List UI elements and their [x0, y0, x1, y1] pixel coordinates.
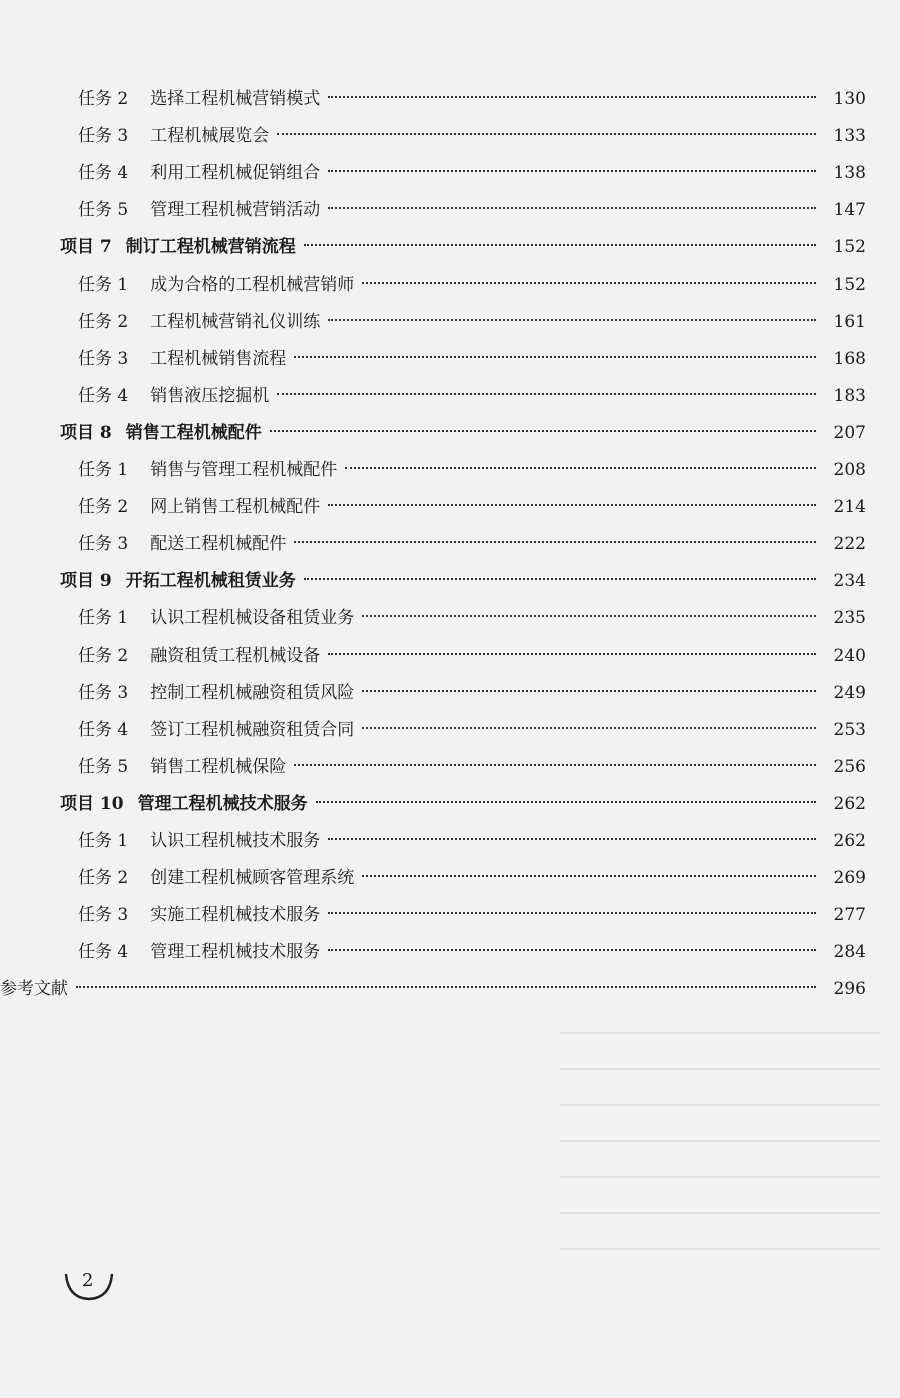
toc-task-entry[interactable] [0, 84, 900, 114]
toc-entry-page: 207 [833, 422, 866, 443]
toc-task-entry[interactable] [0, 195, 900, 225]
toc-entry-page: 183 [833, 385, 866, 406]
toc-task-entry[interactable] [0, 752, 900, 782]
toc-entry-page: 284 [833, 942, 866, 963]
toc-entry-title: 管理工程机械技术服务 [150, 942, 321, 963]
toc-dot-leader [362, 690, 816, 692]
page-number: 2 [82, 1270, 94, 1291]
toc-entry-number: 任务 2 [78, 868, 129, 889]
toc-dot-leader [294, 541, 816, 543]
toc-entry-number: 项目 7 [60, 237, 112, 258]
toc-task-entry[interactable] [0, 900, 900, 930]
toc-entry-title: 成为合格的工程机械营销师 [150, 274, 355, 295]
toc-dot-leader [362, 727, 816, 729]
toc-task-entry[interactable] [0, 381, 900, 411]
toc-project-entry[interactable] [0, 232, 900, 262]
toc-entry-number: 任务 2 [78, 311, 129, 332]
toc-dot-leader [277, 393, 816, 395]
toc-dot-leader [328, 170, 816, 172]
toc-entry-page: 152 [833, 237, 866, 258]
toc-entry-number: 任务 4 [78, 385, 129, 406]
toc-dot-leader [345, 467, 816, 469]
toc-task-entry[interactable] [0, 678, 900, 708]
toc-entry-title: 网上销售工程机械配件 [150, 497, 321, 518]
toc-entry-number: 任务 5 [78, 200, 129, 221]
toc-task-entry[interactable] [0, 937, 900, 967]
toc-entry-page: 161 [833, 311, 866, 332]
toc-entry-title: 管理工程机械技术服务 [137, 793, 308, 814]
toc-dot-leader [316, 801, 816, 803]
toc-task-entry[interactable] [0, 826, 900, 856]
toc-entry-number: 任务 2 [78, 645, 129, 666]
toc-entry-title: 销售工程机械配件 [125, 422, 262, 443]
toc-dot-leader [304, 244, 816, 246]
toc-task-entry[interactable] [0, 529, 900, 559]
toc-task-entry[interactable] [0, 641, 900, 671]
toc-task-entry[interactable] [0, 344, 900, 374]
toc-entry-title: 认识工程机械设备租赁业务 [150, 608, 355, 629]
toc-entry-page: 262 [833, 831, 866, 851]
toc-entry-page: 253 [833, 719, 866, 740]
toc-entry-title: 工程机械展览会 [150, 126, 270, 147]
toc-entry-number: 任务 1 [78, 460, 129, 480]
toc-entry-number: 任务 1 [78, 608, 129, 629]
toc-dot-leader [328, 838, 816, 840]
toc-project-entry[interactable] [0, 789, 900, 819]
toc-entry-page: 130 [833, 89, 866, 109]
toc-entry-number: 任务 2 [78, 497, 129, 518]
toc-entry-title: 管理工程机械营销活动 [150, 200, 321, 221]
toc-entry-number: 任务 5 [78, 756, 129, 777]
toc-entry-page: 152 [833, 274, 866, 295]
toc-dot-leader [277, 133, 816, 135]
toc-entry-title: 销售与管理工程机械配件 [150, 460, 338, 480]
toc-task-entry[interactable] [0, 863, 900, 893]
toc-entry-page: 208 [833, 460, 866, 480]
toc-entry-page: 249 [833, 682, 866, 703]
toc-dot-leader [328, 912, 816, 914]
toc-project-entry[interactable] [0, 418, 900, 448]
toc-dot-leader [362, 282, 816, 284]
toc-dot-leader [328, 949, 816, 951]
toc-project-entry[interactable] [0, 566, 900, 596]
toc-dot-leader [304, 578, 816, 580]
toc-entry-page: 256 [833, 756, 866, 777]
toc-dot-leader [294, 764, 816, 766]
toc-dot-leader [294, 356, 816, 358]
toc-entry-number: 任务 3 [78, 534, 129, 555]
toc-dot-leader [328, 96, 816, 98]
toc-entry-title: 利用工程机械促销组合 [150, 163, 321, 184]
toc-dot-leader [328, 207, 816, 209]
toc-entry-title: 控制工程机械融资租赁风险 [150, 682, 355, 703]
toc-entry-title: 配送工程机械配件 [150, 534, 287, 555]
toc-entry-page: 138 [833, 163, 866, 184]
toc-entry-number: 任务 3 [78, 905, 129, 926]
toc-dot-leader [362, 615, 816, 617]
toc-entry-number: 任务 2 [78, 89, 129, 109]
toc-task-entry[interactable] [0, 158, 900, 188]
toc-task-entry[interactable] [0, 715, 900, 745]
toc-entry-number: 任务 1 [78, 831, 129, 851]
toc-entry-title: 开拓工程机械租赁业务 [125, 571, 296, 592]
toc-entry-page: 262 [833, 793, 866, 814]
toc-task-entry[interactable] [0, 307, 900, 337]
toc-entry-page: 235 [833, 608, 866, 629]
toc-entry-number: 任务 3 [78, 126, 129, 147]
toc-references-entry[interactable] [0, 974, 900, 1004]
toc-entry-title: 工程机械销售流程 [150, 348, 287, 369]
toc-task-entry[interactable] [0, 492, 900, 522]
toc-entry-title: 签订工程机械融资租赁合同 [150, 719, 355, 740]
toc-dot-leader [328, 653, 816, 655]
toc-entry-number: 项目 9 [60, 571, 112, 592]
toc-entry-page: 277 [833, 905, 866, 926]
toc-entry-number: 任务 3 [78, 348, 129, 369]
toc-entry-title: 制订工程机械营销流程 [125, 237, 296, 258]
toc-entry-number: 任务 4 [78, 163, 129, 184]
toc-dot-leader [76, 986, 816, 988]
toc-entry-page: 269 [833, 868, 866, 889]
toc-entry-title: 创建工程机械顾客管理系统 [150, 868, 355, 889]
toc-entry-title: 选择工程机械营销模式 [150, 89, 321, 109]
toc-entry-page: 296 [833, 979, 866, 1000]
toc-entry-page: 214 [833, 497, 866, 518]
toc-dot-leader [362, 875, 816, 877]
toc-entry-number: 任务 4 [78, 942, 129, 963]
toc-entry-number: 项目 10 [60, 793, 124, 814]
toc-entry-title: 认识工程机械技术服务 [150, 831, 321, 851]
toc-entry-number: 项目 8 [60, 422, 112, 443]
toc-entry-page: 168 [833, 348, 866, 369]
toc-entry-title: 销售液压挖掘机 [150, 385, 270, 406]
page-footer [62, 1268, 116, 1304]
toc-entry-page: 234 [833, 571, 866, 592]
toc-entry-title: 参考文献 [0, 979, 68, 1000]
toc-dot-leader [328, 504, 816, 506]
toc-entry-title: 实施工程机械技术服务 [150, 905, 321, 926]
bleed-through-texture [560, 1030, 880, 1250]
toc-entry-page: 222 [833, 534, 866, 555]
toc-task-entry[interactable] [0, 121, 900, 151]
toc-entry-number: 任务 4 [78, 719, 129, 740]
toc-task-entry[interactable] [0, 455, 900, 485]
toc-dot-leader [270, 430, 816, 432]
toc-entry-number: 任务 3 [78, 682, 129, 703]
toc-entry-page: 147 [833, 200, 866, 221]
toc-entry-title: 融资租赁工程机械设备 [150, 645, 321, 666]
toc-entry-title: 工程机械营销礼仪训练 [150, 311, 321, 332]
toc-entry-page: 240 [833, 645, 866, 666]
toc-task-entry[interactable] [0, 270, 900, 300]
toc-entry-number: 任务 1 [78, 274, 129, 295]
toc-task-entry[interactable] [0, 603, 900, 633]
toc-dot-leader [328, 319, 816, 321]
toc-entry-page: 133 [833, 126, 866, 147]
toc-entry-title: 销售工程机械保险 [150, 756, 287, 777]
